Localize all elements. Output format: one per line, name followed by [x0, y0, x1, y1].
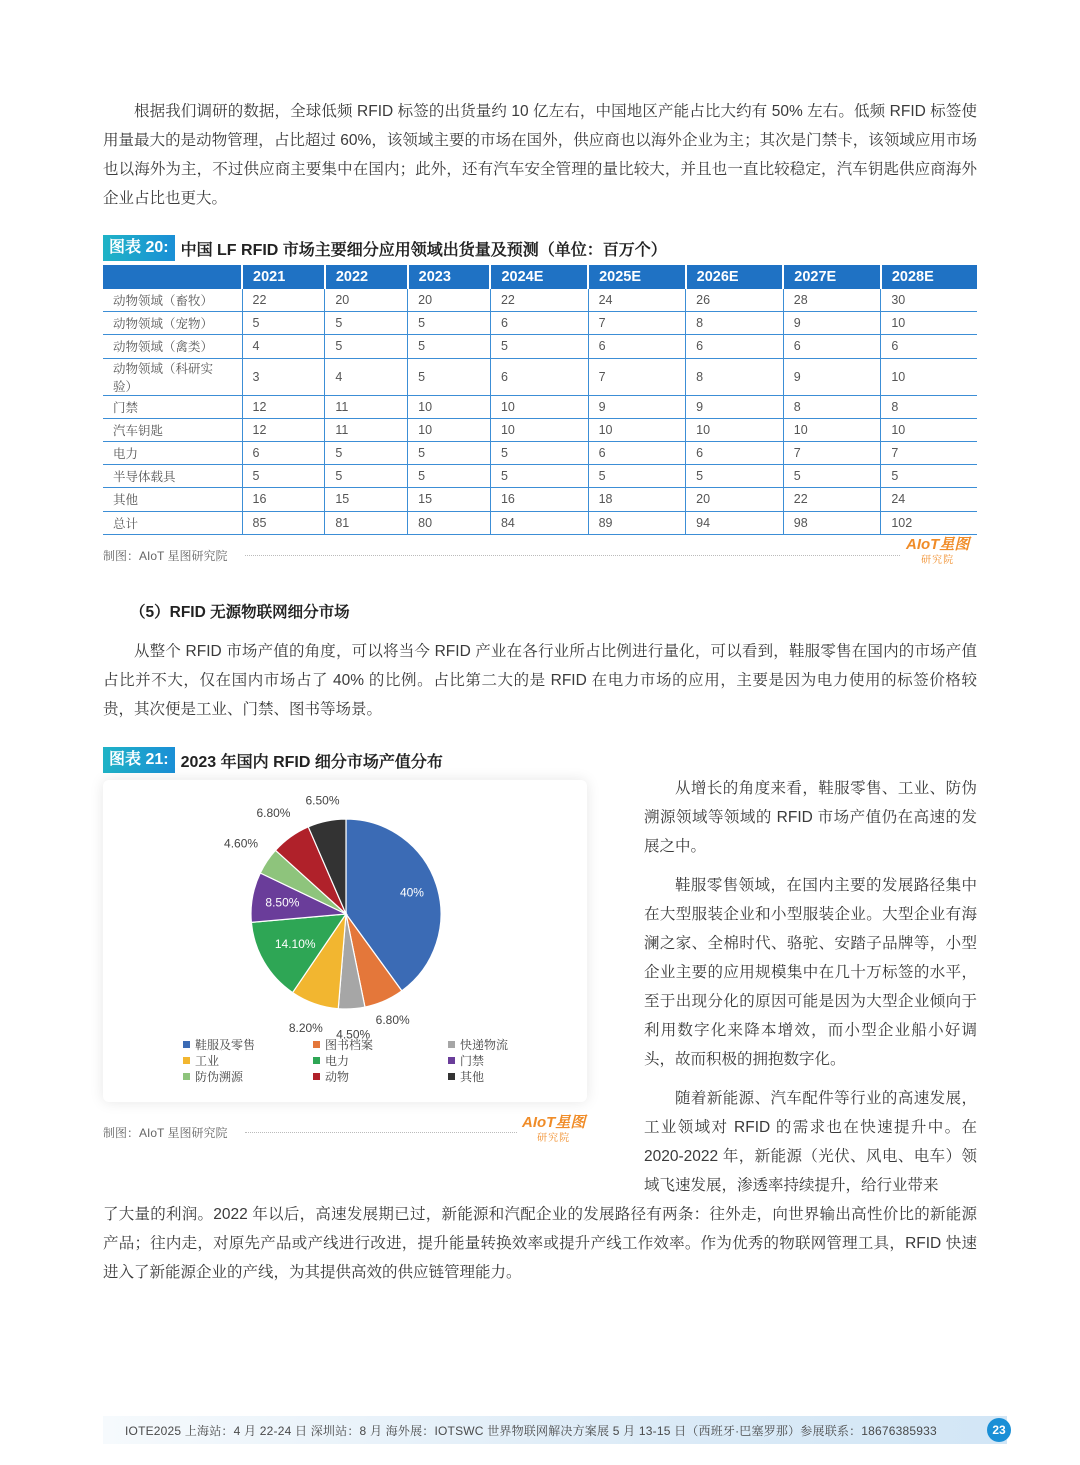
value-cell: 5 — [408, 312, 491, 335]
value-cell: 5 — [408, 358, 491, 395]
value-cell: 16 — [242, 488, 325, 511]
side-paragraph-2: 鞋服零售领域，在国内主要的发展路径集中在大型服装企业和小型服装企业。大型企业有海澜之家、全棉时代、骆驼、安踏子品牌等，小型企业主要的应用规模集中在几十万标签的水平，至于出现分化的原因可能是因为大型企业倾向于利用数字化来降本增效，而小型企业船小好调头，故而积极的拥抱数字化。 — [644, 877, 977, 1068]
value-cell: 5 — [408, 441, 491, 464]
legend-label: 动物 — [325, 1070, 350, 1084]
value-cell: 5 — [408, 335, 491, 358]
value-cell: 8 — [881, 395, 977, 418]
figure-20-table — [103, 265, 977, 535]
pie-data-label: 6.50% — [305, 793, 340, 808]
value-cell: 5 — [325, 465, 408, 488]
value-cell: 10 — [881, 312, 977, 335]
value-cell: 15 — [325, 488, 408, 511]
value-cell: 10 — [881, 418, 977, 441]
legend-swatch — [313, 1073, 320, 1080]
header-cell-category — [103, 265, 242, 289]
value-cell: 11 — [325, 395, 408, 418]
value-cell: 5 — [881, 465, 977, 488]
row-label-cell: 半导体载具 — [103, 465, 242, 488]
value-cell: 102 — [881, 511, 977, 534]
table-row — [103, 312, 977, 335]
figure-20-source: 制图：AIoT 星图研究院 — [103, 549, 228, 563]
header-cell-year: 2022 — [325, 265, 408, 289]
value-cell: 20 — [325, 289, 408, 312]
legend-item — [448, 1036, 508, 1053]
value-cell: 9 — [783, 312, 881, 335]
legend-item — [313, 1068, 349, 1085]
legend-item — [313, 1036, 373, 1053]
table-row — [103, 335, 977, 358]
legend-swatch — [183, 1073, 190, 1080]
figure-21-name: 2023 年国内 RFID 细分市场产值分布 — [180, 753, 443, 771]
table-row — [103, 488, 977, 511]
pie-data-label: 40% — [399, 885, 424, 900]
value-cell: 6 — [242, 441, 325, 464]
legend-item — [183, 1068, 243, 1085]
value-cell: 4 — [325, 358, 408, 395]
value-cell: 5 — [490, 335, 588, 358]
table-row — [103, 441, 977, 464]
legend-label: 电力 — [325, 1054, 350, 1068]
legend-item — [183, 1052, 219, 1069]
row-label-cell: 总计 — [103, 511, 242, 534]
row-label-cell: 其他 — [103, 488, 242, 511]
footer-bar — [103, 1416, 1007, 1444]
legend-item — [183, 1036, 255, 1053]
value-cell: 28 — [783, 289, 881, 312]
logo-main-text: AIoT星图 — [906, 536, 970, 553]
legend-label: 门禁 — [460, 1054, 485, 1068]
section-title: （5）RFID 无源物联网细分市场 — [130, 604, 350, 621]
figure-21-source: 制图：AIoT 星图研究院 — [103, 1126, 228, 1140]
value-cell: 5 — [408, 465, 491, 488]
value-cell: 12 — [242, 418, 325, 441]
value-cell: 6 — [881, 335, 977, 358]
value-cell: 81 — [325, 511, 408, 534]
row-label-cell: 动物领域（畜牧） — [103, 289, 242, 312]
value-cell: 9 — [686, 395, 784, 418]
pie-chart-panel — [103, 780, 587, 1102]
legend-label: 工业 — [195, 1054, 220, 1068]
value-cell: 12 — [242, 395, 325, 418]
pie-data-label: 14.10% — [274, 936, 316, 951]
value-cell: 5 — [490, 465, 588, 488]
table-header-row — [103, 265, 977, 289]
legend-swatch — [448, 1041, 455, 1048]
logo-sub-text: 研究院 — [537, 1133, 571, 1144]
value-cell: 10 — [881, 358, 977, 395]
value-cell: 20 — [686, 488, 784, 511]
value-cell: 5 — [325, 441, 408, 464]
value-cell: 6 — [686, 441, 784, 464]
value-cell: 10 — [408, 418, 491, 441]
value-cell: 84 — [490, 511, 588, 534]
legend-item — [448, 1052, 484, 1069]
legend-label: 快递物流 — [460, 1038, 509, 1052]
value-cell: 10 — [490, 395, 588, 418]
table-row — [103, 418, 977, 441]
figure-20-name: 中国 LF RFID 市场主要细分应用领域出货量及预测（单位：百万个） — [180, 241, 667, 259]
value-cell: 15 — [408, 488, 491, 511]
aiot-logo-2 — [522, 1116, 585, 1146]
figure-20-title — [103, 235, 667, 261]
legend-label: 图书档案 — [325, 1038, 374, 1052]
value-cell: 20 — [408, 289, 491, 312]
value-cell: 24 — [881, 488, 977, 511]
value-cell: 5 — [588, 465, 686, 488]
value-cell: 4 — [242, 335, 325, 358]
pie-data-label: 8.50% — [265, 895, 300, 910]
value-cell: 5 — [325, 335, 408, 358]
value-cell: 5 — [490, 441, 588, 464]
side-paragraph-3: 随着新能源、汽车配件等行业的高速发展，工业领域对 RFID 的需求也在快速提升中。在 2020-2022 年，新能源（光伏、风电、电车）领域飞速发展，渗透率持续提升，给行业带来 — [644, 1090, 977, 1194]
header-cell-year: 2024E — [490, 265, 588, 289]
header-cell-year: 2026E — [686, 265, 784, 289]
header-cell-year: 2021 — [242, 265, 325, 289]
value-cell: 5 — [783, 465, 881, 488]
value-cell: 6 — [490, 358, 588, 395]
section-paragraph: 从整个 RFID 市场产值的角度，可以将当今 RFID 产业在各行业所占比例进行量化，可以看到，鞋服零售在国内的市场产值占比并不大，仅在国内市场占了 40% 的比例。占比第二大的是 RFID 在电力市场的应用，主要是因为电力使用的标签价格较贵，其次便是工业、门禁、图书等场景。 — [103, 643, 977, 718]
value-cell: 6 — [686, 335, 784, 358]
value-cell: 18 — [588, 488, 686, 511]
legend-item — [313, 1052, 349, 1069]
value-cell: 5 — [242, 465, 325, 488]
value-cell: 10 — [490, 418, 588, 441]
logo-main-text: AIoT星图 — [522, 1114, 586, 1131]
table-row — [103, 358, 977, 395]
legend-label: 其他 — [460, 1070, 485, 1084]
row-label-cell: 动物领域（科研实验） — [103, 358, 242, 395]
pie-data-label: 6.80% — [256, 805, 291, 820]
value-cell: 7 — [881, 441, 977, 464]
table-row — [103, 395, 977, 418]
value-cell: 10 — [783, 418, 881, 441]
value-cell: 16 — [490, 488, 588, 511]
figure-21-divider — [245, 1132, 517, 1133]
value-cell: 10 — [686, 418, 784, 441]
aiot-logo — [906, 538, 969, 568]
value-cell: 6 — [588, 441, 686, 464]
row-label-cell: 电力 — [103, 441, 242, 464]
legend-label: 防伪溯源 — [195, 1070, 244, 1084]
legend-label: 鞋服及零售 — [195, 1038, 256, 1052]
value-cell: 5 — [686, 465, 784, 488]
figure-21-tag: 图表 21: — [103, 747, 175, 773]
value-cell: 22 — [490, 289, 588, 312]
pie-data-label: 4.60% — [224, 836, 259, 851]
value-cell: 26 — [686, 289, 784, 312]
header-cell-year: 2028E — [881, 265, 977, 289]
value-cell: 94 — [686, 511, 784, 534]
value-cell: 89 — [588, 511, 686, 534]
value-cell: 80 — [408, 511, 491, 534]
pie-data-label: 8.20% — [288, 1020, 323, 1035]
figure-20-tag: 图表 20: — [103, 235, 175, 261]
row-label-cell: 动物领域（禽类） — [103, 335, 242, 358]
legend-swatch — [183, 1041, 190, 1048]
value-cell: 22 — [242, 289, 325, 312]
value-cell: 11 — [325, 418, 408, 441]
logo-sub-text: 研究院 — [921, 555, 955, 566]
pie-data-label: 6.80% — [375, 1013, 410, 1028]
header-cell-year: 2023 — [408, 265, 491, 289]
value-cell: 6 — [490, 312, 588, 335]
pie-data-label: 4.50% — [336, 1027, 371, 1042]
value-cell: 5 — [325, 312, 408, 335]
figure-21-title — [103, 747, 443, 773]
value-cell: 9 — [783, 358, 881, 395]
value-cell: 8 — [686, 358, 784, 395]
legend-swatch — [448, 1073, 455, 1080]
value-cell: 8 — [686, 312, 784, 335]
row-label-cell: 动物领域（宠物） — [103, 312, 242, 335]
value-cell: 7 — [783, 441, 881, 464]
value-cell: 6 — [588, 335, 686, 358]
value-cell: 7 — [588, 312, 686, 335]
header-cell-year: 2027E — [783, 265, 881, 289]
value-cell: 5 — [242, 312, 325, 335]
value-cell: 98 — [783, 511, 881, 534]
legend-swatch — [313, 1041, 320, 1048]
value-cell: 30 — [881, 289, 977, 312]
footer-text: IOTE2025 上海站：4 月 22-24 日 深圳站：8 月 海外展：IOTSWC 世界物联网解决方案展 5 月 13-15 日（西班牙·巴塞罗那）参展联系：18676385933 — [125, 1423, 937, 1438]
legend-swatch — [313, 1057, 320, 1064]
row-label-cell: 门禁 — [103, 395, 242, 418]
table-row — [103, 511, 977, 534]
value-cell: 3 — [242, 358, 325, 395]
page-number: 23 — [987, 1418, 1011, 1442]
value-cell: 22 — [783, 488, 881, 511]
value-cell: 7 — [588, 358, 686, 395]
legend-swatch — [448, 1057, 455, 1064]
legend-item — [448, 1068, 484, 1085]
value-cell: 10 — [408, 395, 491, 418]
figure-20-divider — [245, 555, 900, 556]
value-cell: 85 — [242, 511, 325, 534]
value-cell: 24 — [588, 289, 686, 312]
table-row — [103, 289, 977, 312]
side-paragraph-1: 从增长的角度来看，鞋服零售、工业、防伪溯源领域等领域的 RFID 市场产值仍在高速的发展之中。 — [644, 780, 977, 855]
pie-chart — [103, 780, 587, 1042]
intro-paragraph: 根据我们调研的数据，全球低频 RFID 标签的出货量约 10 亿左右，中国地区产能占比大约有 50% 左右。低频 RFID 标签使用量最大的是动物管理，占比超过 60%，该领域主要的市场在国外，供应商也以海外企业为主；其次是门禁卡，该领域应用市场也以海外为主，不过供应商主要集中在国内；此外，还有汽车安全管理的量比较大，并且也一直比较稳定，汽车钥匙供应商海外企业占比也更大。 — [103, 103, 977, 207]
value-cell: 9 — [588, 395, 686, 418]
row-label-cell: 汽车钥匙 — [103, 418, 242, 441]
value-cell: 8 — [783, 395, 881, 418]
table-row — [103, 465, 977, 488]
bottom-paragraph: 了大量的利润。2022 年以后，高速发展期已过，新能源和汽配企业的发展路径有两条：往外走，向世界输出高性价比的新能源产品；往内走，对原先产品或产线进行改进，提升能量转换效率或提升产线工作效率。作为优秀的物联网管理工具，RFID 快速进入了新能源企业的产线，为其提供高效的供应链管理能力。 — [103, 1206, 977, 1281]
header-cell-year: 2025E — [588, 265, 686, 289]
value-cell: 6 — [783, 335, 881, 358]
value-cell: 10 — [588, 418, 686, 441]
legend-swatch — [183, 1057, 190, 1064]
